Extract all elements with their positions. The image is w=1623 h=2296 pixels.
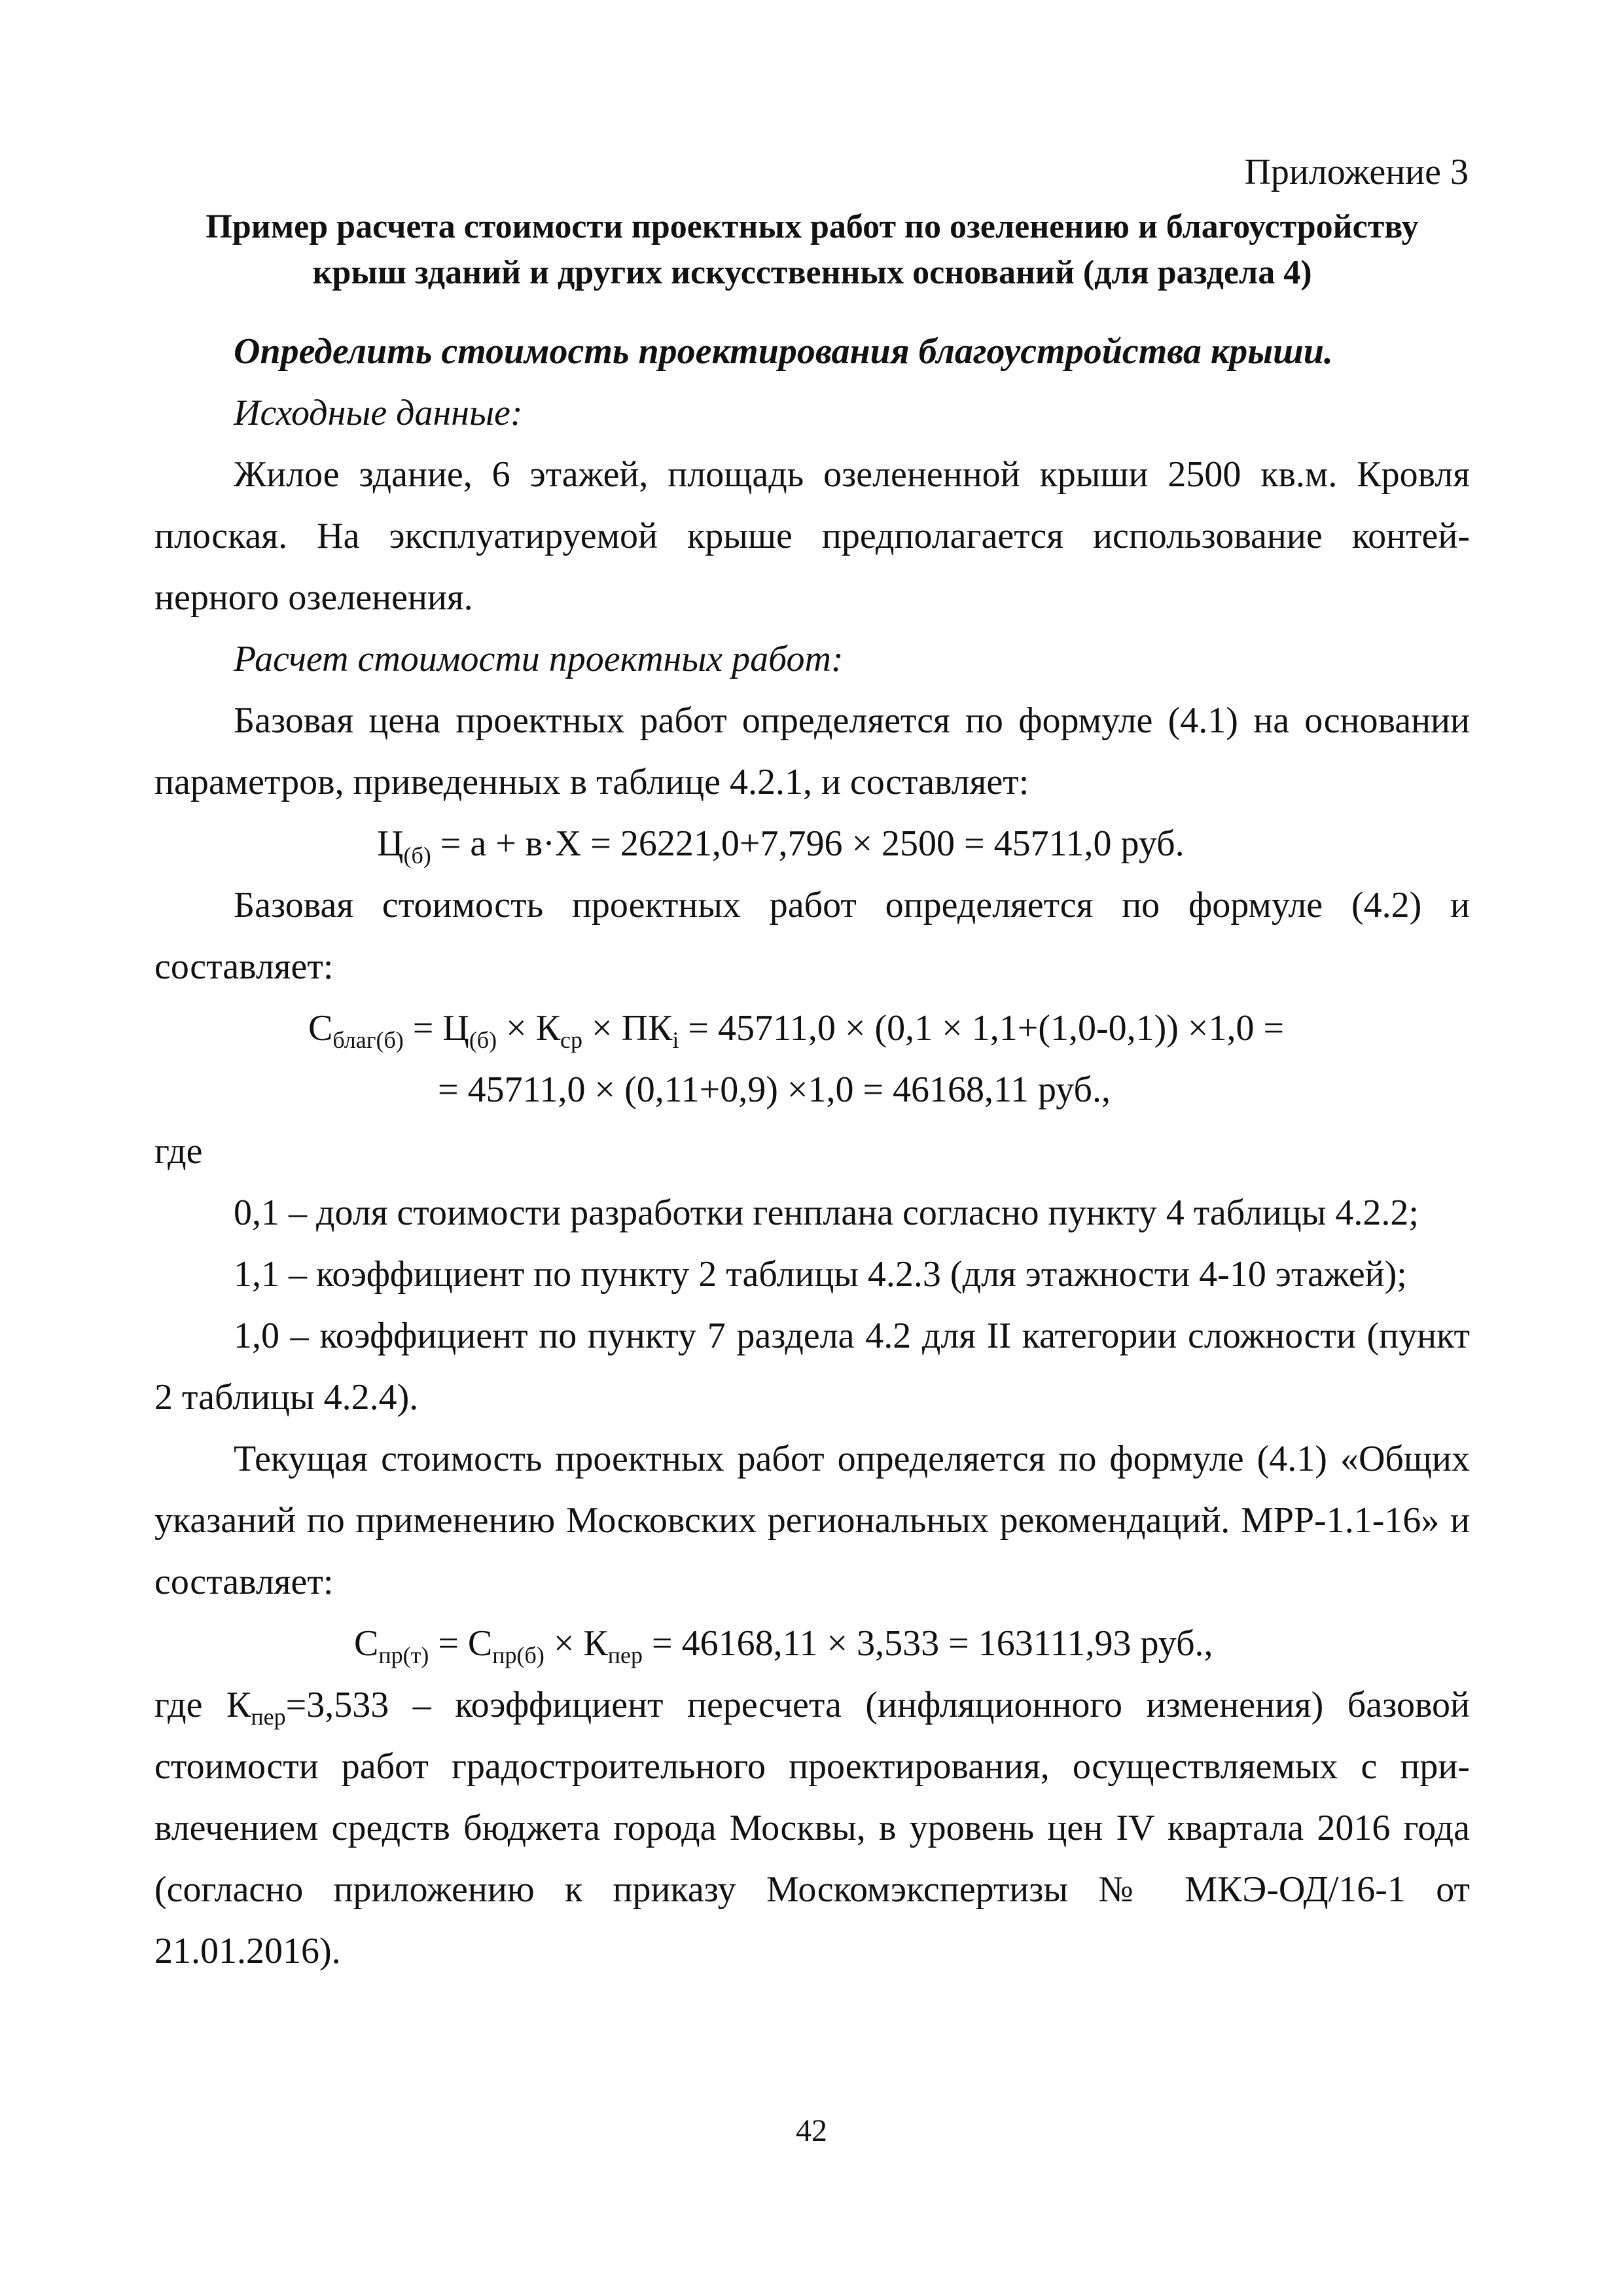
appendix-label: Приложение 3 bbox=[1244, 152, 1469, 192]
note-item: 1,0 – коэффициент по пункту 7 раздела 4.2 для II категории сложности (пункт 2 таблицы 4.2.4). bbox=[154, 1316, 1470, 1418]
formula3-c: С bbox=[354, 1623, 379, 1664]
formula2-c: С bbox=[308, 1008, 333, 1049]
formula1-lhs-sub: (б) bbox=[403, 842, 431, 869]
body-text bbox=[154, 321, 1470, 1982]
formula3-tail: = 46168,11 × 3,533 = 163111,93 руб., bbox=[643, 1623, 1213, 1664]
title-line-2: крыш зданий и других искусственных оснований (для раздела 4) bbox=[312, 254, 1312, 291]
base-cost-paragraph: Базовая стоимость проектных работ определяется по формуле (4.2) и составляет: bbox=[154, 885, 1470, 987]
formula-base-cost bbox=[154, 997, 1470, 1059]
calculation-heading: Расчет стоимости проектных работ: bbox=[234, 639, 844, 679]
formula2-xk: × К bbox=[497, 1008, 561, 1049]
formula1-rhs: = а + в·Х = 26221,0+7,796 × 2500 = 45711,0 руб. bbox=[431, 823, 1185, 864]
formula2-c-sub: благ(б) bbox=[332, 1027, 404, 1054]
formula2-eq: = Ц bbox=[403, 1008, 469, 1049]
input-data-heading: Исходные данные: bbox=[234, 393, 523, 433]
formula3-c-sub: пр(т) bbox=[378, 1642, 429, 1669]
final-note-text: =3,533 – коэффициент пересчета (инфляционного изменения) базовой стоимости работ градостроительного проектирования, осуществляемых с при-влечением средств бюджета города Москвы, в уровень цен IV квартала 2016 года (согласно приложению к приказу Москомэкспертизы № МКЭ-ОД/16-1 от 21.01.2016). bbox=[154, 1685, 1470, 1971]
title-line-1: Пример расчета стоимости проектных работ по озеленению и благоустройству bbox=[205, 208, 1419, 245]
formula-base-cost-line2: = 45711,0 × (0,11+0,9) ×1,0 = 46168,11 руб., bbox=[438, 1069, 1111, 1110]
current-cost-paragraph: Текущая стоимость проектных работ определяется по формуле (4.1) «Общих указаний по применению Московских региональных рекомендаций. МРР-1.1-16» и составляет: bbox=[154, 1439, 1470, 1602]
formula2-ts-sub: (б) bbox=[469, 1027, 497, 1054]
note-item: 0,1 – доля стоимости разработки генплана согласно пункту 4 таблицы 4.2.2; bbox=[234, 1193, 1419, 1233]
base-price-paragraph: Базовая цена проектных работ определяется по формуле (4.1) на основании параметров, приведенных в таблице 4.2.1, и составляет: bbox=[154, 700, 1470, 802]
formula2-xpk: × ПК bbox=[582, 1008, 673, 1049]
formula3-c2-sub: пр(б) bbox=[492, 1642, 544, 1669]
formula2-pk-sub: i bbox=[672, 1027, 679, 1054]
note-item: 1,1 – коэффициент по пункту 2 таблицы 4.2.3 (для этажности 4-10 этажей); bbox=[234, 1254, 1407, 1295]
formula3-k-sub: пер bbox=[607, 1642, 643, 1669]
formula2-k-sub: ср bbox=[560, 1027, 583, 1054]
formula3-xk: × К bbox=[544, 1623, 608, 1664]
formula-base-price bbox=[154, 813, 1470, 874]
final-note-paragraph bbox=[154, 1674, 1470, 1982]
document-title bbox=[154, 204, 1470, 296]
final-note-k-sub: пер bbox=[251, 1704, 286, 1731]
input-data-paragraph: Жилое здание, 6 этажей, площадь озелененной крыши 2500 кв.м. Кровля плоская. На эксплуатируемой крыше предполагается использование контей-нерного озеленения. bbox=[154, 454, 1470, 618]
page-number: 42 bbox=[796, 2113, 827, 2148]
where-label: где bbox=[154, 1131, 203, 1172]
task-heading: Определить стоимость проектирования благоустройства крыши. bbox=[234, 331, 1333, 372]
formula3-eq: = С bbox=[429, 1623, 493, 1664]
final-note-prefix: где К bbox=[154, 1685, 251, 1725]
formula2-tail: = 45711,0 × (0,1 × 1,1+(1,0-0,1)) ×1,0 = bbox=[679, 1008, 1285, 1049]
formula-current-cost bbox=[154, 1613, 1470, 1674]
formula1-lhs: Ц bbox=[377, 823, 404, 864]
